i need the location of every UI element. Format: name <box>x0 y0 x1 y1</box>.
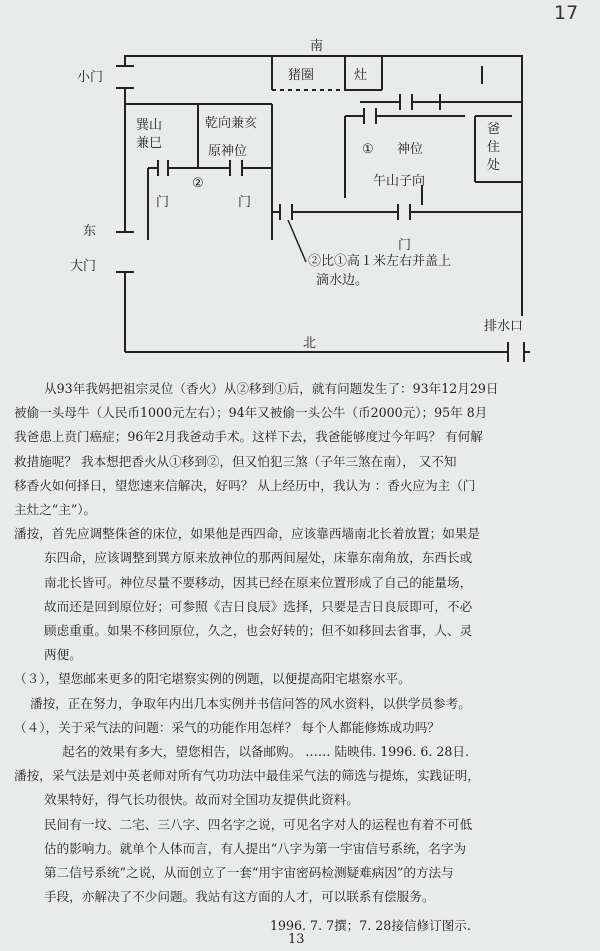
p2-line: 南北长皆可。神位尽量不要移动，因其已经在原来位置形成了自己的能量场， <box>44 574 473 590</box>
label-east: 东 <box>83 224 97 239</box>
p1-line: 我爸患上贲门癌症；96年2月我爸动手术。这样下去，我爸能够度过今年吗？ 有何解 <box>14 429 483 445</box>
p2-line: 潘按，首先应调整侏爸的床位，如果他是西四命，应该靠西墙南北长着放置；如果是 <box>14 526 480 542</box>
p1-line: 救措施呢？ 我本想把香火从①移到②，但又怕犯三煞（子年三煞在南）， 又不知 <box>14 453 457 469</box>
p7-line: 民间有一坟、二宅、三八字、四名字之说，可见名字对人的运程也有着不可低 <box>44 816 473 832</box>
p7-line: 手段，亦解决了不少问题。我站有这方面的人才，可以联系有偿服务。 <box>44 889 435 905</box>
label-wu-facing: 午山子向 <box>373 174 426 189</box>
p1-line: 移香火如何择日，望您速来信解决，好吗？ 从上经历中，我认为 ：香火应为主（门 <box>14 477 476 493</box>
page-number: 13 <box>288 932 305 947</box>
p5-line: （４），关于采气法的问题：采气的功能作用怎样？ 每个人都能修炼成功吗？ <box>14 719 440 735</box>
label-door-left-1: 门 <box>156 195 170 210</box>
label-circle-1: ① <box>362 142 374 157</box>
p4-line: 潘按，正在努力，争取年内出几本实例并书信问答的风水资料，以供学员参考。 <box>30 695 471 711</box>
p7-line: 潘按，采气法是刘中英老师对所有气功功法中最佳采气法的筛选与提炼，实践证明， <box>14 768 480 784</box>
corner-mark: 17 <box>554 2 579 24</box>
plan-note-1: ②比①高１米左右并盖上 <box>308 254 452 269</box>
p2-line: 故而还是回到原位好；可参照《吉日良辰》选择，只要是吉日良辰即可，不必 <box>44 598 473 614</box>
label-drain: 排水口 <box>484 319 524 334</box>
label-south: 南 <box>310 39 324 54</box>
p2-line: 两便。 <box>44 647 82 663</box>
label-original-shrine: 原神位 <box>208 144 248 159</box>
p1-line: 从93年我妈把祖宗灵位（香火）从②移到①后，就有问题发生了：93年12月29日 <box>44 381 499 396</box>
p7-line: 第二信号系统”之说，从而创立了一套“用宇宙密码检测疑难病因”的方法与 <box>44 865 454 880</box>
label-circle-2: ② <box>192 176 204 191</box>
label-stove: 灶 <box>354 68 368 83</box>
p6-line: 起名的效果有多大，望您相告，以备邮购。 …… 陆映伟. 1996. 6. 28日. <box>62 744 469 759</box>
p7-line: 估的影响力。就单个人体而言，有人提出“八字为第一宇宙信号系统，名字为 <box>44 840 467 856</box>
p2-line: 东四命，应该调整到巽方原来放神位的那两间屋处，床靠东南角放，东西长或 <box>44 550 473 566</box>
label-north: 北 <box>303 336 317 351</box>
label-door-left-2: 门 <box>238 195 252 210</box>
label-door-mid: 门 <box>398 238 412 253</box>
p1-line: 主灶之“主”）。 <box>14 502 97 517</box>
plan-note-2: 滴水边。 <box>316 273 369 288</box>
label-small-door: 小门 <box>77 70 104 85</box>
p1-line: 被偷一头母牛（人民币1000元左右）；94年又被偷一头公牛（币2000元）；95年 8月 <box>14 405 488 421</box>
label-shrine: 神位 <box>397 142 424 157</box>
p7-line: 效果特好，得气长功很快。故而对全国功友提供此资料。 <box>44 792 359 808</box>
label-pigpen: 猪圈 <box>288 68 315 83</box>
p2-line: 顾虑重重。如果不移回原位，久之，也会好转的；但不如移回去省事，人、灵 <box>44 623 473 638</box>
label-big-door: 大门 <box>70 259 97 274</box>
p3-line: （３），望您邮来更多的阳宅堪察实例的例题，以便提高阳宅堪察水平。 <box>14 671 411 687</box>
label-xun-room: 巽山 兼巳 <box>136 118 163 151</box>
label-qian-room: 乾向兼亥 <box>205 116 258 131</box>
sign-date: 1996. 7. 7撰；7. 28接信修订图示. <box>270 918 471 934</box>
label-dad-room: 爸 住 处 <box>487 122 501 173</box>
